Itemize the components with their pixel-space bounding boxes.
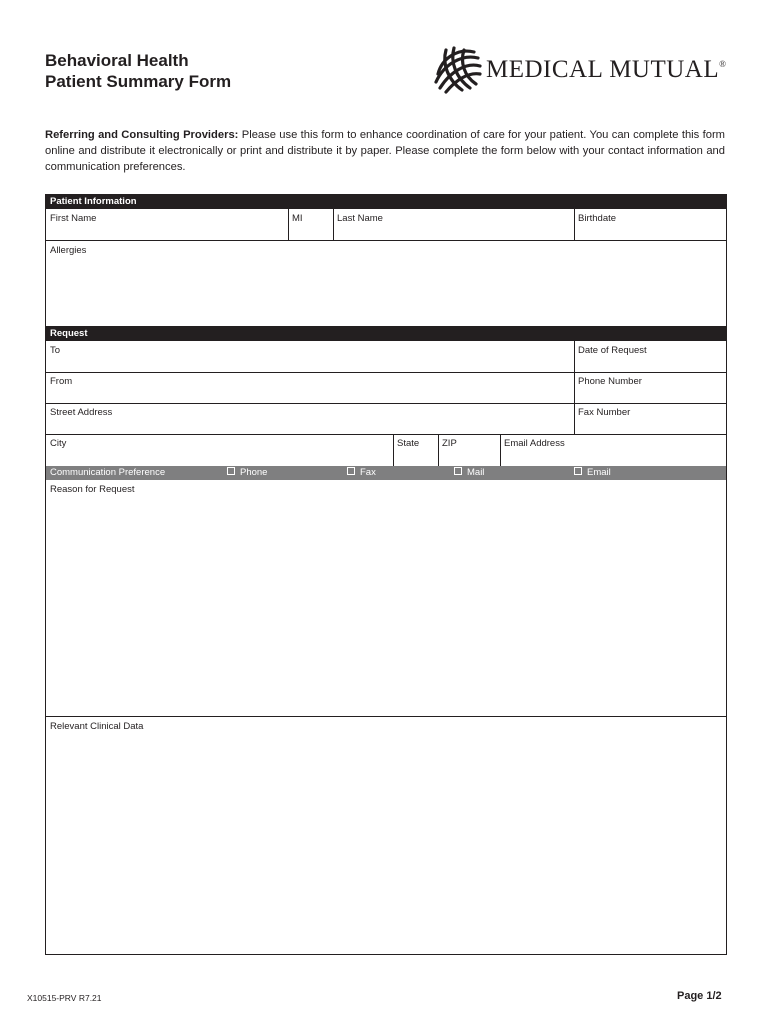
from-field[interactable]: From [50, 376, 73, 387]
checkbox-label: Phone [240, 467, 268, 478]
street-address-field[interactable]: Street Address [50, 407, 113, 418]
email-checkbox[interactable] [574, 466, 611, 480]
checkbox-label: Fax [360, 467, 376, 478]
request-header: Request [46, 326, 726, 341]
fax-checkbox[interactable] [347, 466, 376, 480]
email-address-field[interactable]: Email Address [504, 438, 565, 449]
divider [574, 341, 575, 372]
allergies-field[interactable]: Allergies [50, 245, 87, 256]
globe-logo-icon [432, 44, 484, 96]
state-field[interactable]: State [397, 438, 420, 449]
divider [288, 209, 289, 240]
intro-paragraph [45, 127, 725, 175]
divider [393, 434, 394, 466]
registered-mark: ® [719, 59, 727, 69]
divider [438, 434, 439, 466]
phone-number-field[interactable]: Phone Number [578, 376, 642, 387]
title-line-2: Patient Summary Form [45, 72, 232, 91]
form-code: X10515-PRV R7.21 [27, 993, 102, 1003]
divider [574, 209, 575, 240]
divider [333, 209, 334, 240]
logo-wordmark [486, 56, 726, 84]
fax-number-field[interactable]: Fax Number [578, 407, 631, 418]
reason-for-request-field[interactable]: Reason for Request [50, 484, 135, 495]
divider [574, 403, 575, 434]
title-line-1: Behavioral Health [45, 51, 189, 70]
page-title [45, 50, 231, 92]
phone-checkbox[interactable] [227, 466, 267, 480]
birthdate-field[interactable]: Birthdate [578, 213, 617, 224]
page-number: Page 1/2 [677, 990, 722, 1002]
checkbox-icon [574, 467, 582, 475]
date-of-request-field[interactable]: Date of Request [578, 345, 647, 356]
checkbox-icon [454, 467, 462, 475]
checkbox-icon [227, 467, 235, 475]
relevant-clinical-data-field[interactable]: Relevant Clinical Data [50, 721, 144, 732]
intro-lead: Referring and Consulting Providers: [45, 129, 239, 141]
checkbox-icon [347, 467, 355, 475]
checkbox-label: Email [587, 467, 611, 478]
intro-body: Please use this form to enhance coordination of care for your patient. You can complete this form online and distribute it electronically or print and distribute it by paper. Please complete the form below with your contact information and communication preferences. [45, 129, 725, 173]
divider [500, 434, 501, 466]
logo-text: MEDICAL MUTUAL [486, 56, 720, 83]
medical-mutual-logo [432, 44, 732, 96]
checkbox-label: Mail [467, 467, 485, 478]
city-field[interactable]: City [50, 438, 67, 449]
divider [574, 372, 575, 403]
communication-preference-label: Communication Preference [50, 467, 166, 478]
zip-field[interactable]: ZIP [442, 438, 457, 449]
mi-field[interactable]: MI [292, 213, 303, 224]
first-name-field[interactable]: First Name [50, 213, 97, 224]
last-name-field[interactable]: Last Name [337, 213, 383, 224]
communication-preference-bar [46, 466, 726, 480]
mail-checkbox[interactable] [454, 466, 484, 480]
patient-information-header: Patient Information [46, 194, 726, 209]
to-field[interactable]: To [50, 345, 61, 356]
patient-summary-form [45, 194, 727, 955]
